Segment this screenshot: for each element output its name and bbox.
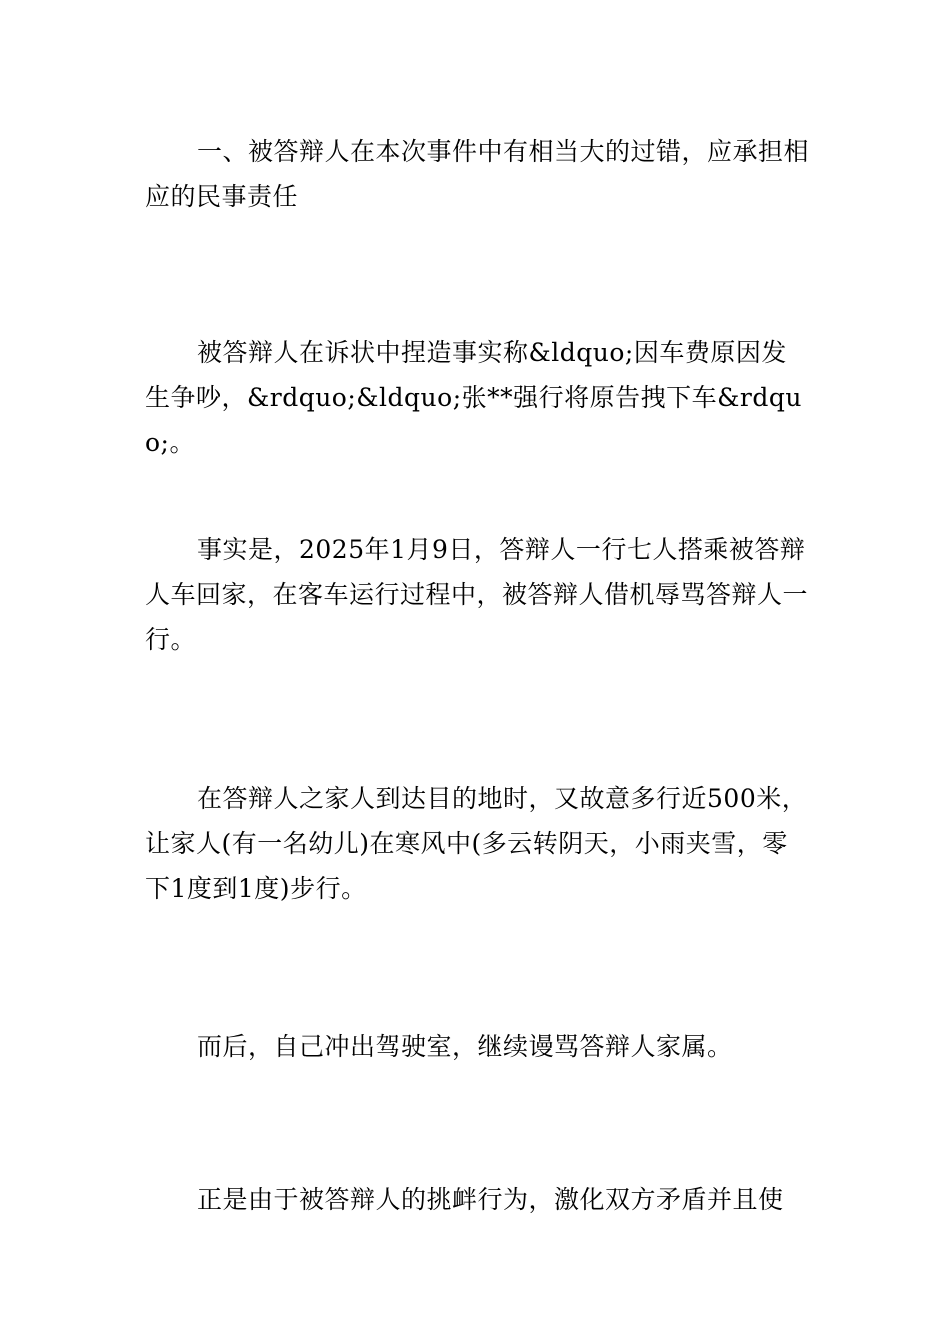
paragraph-continued-abuse: 而后，自己冲出驾驶室，继续谩骂答辩人家属。 xyxy=(197,1032,733,1061)
paragraph-provocation: 正是由于被答辩人的挑衅行为，激化双方矛盾并且使 xyxy=(197,1185,784,1214)
paragraph-facts-ride: 事实是，2025年1月9日，答辩人一行七人搭乘被答辩人车回家，在客车运行过程中，被答辩人借机辱骂答辩人一行。 xyxy=(145,535,809,654)
paragraph-heading-fault: 一、被答辩人在本次事件中有相当大的过错，应承担相应的民事责任 xyxy=(145,137,810,211)
paragraph-extra-distance: 在答辩人之家人到达目的地时，又故意多行近500米，让家人(有一名幼儿)在寒风中(多云转阴天，小雨夹雪，零下1度到1度)步行。 xyxy=(145,784,808,903)
paragraph-fabricated-facts: 被答辩人在诉状中捏造事实称&ldquo;因车费原因发生争吵，&rdquo;&ldquo;张**强行将原告拽下车&rdquo;。 xyxy=(145,338,802,457)
